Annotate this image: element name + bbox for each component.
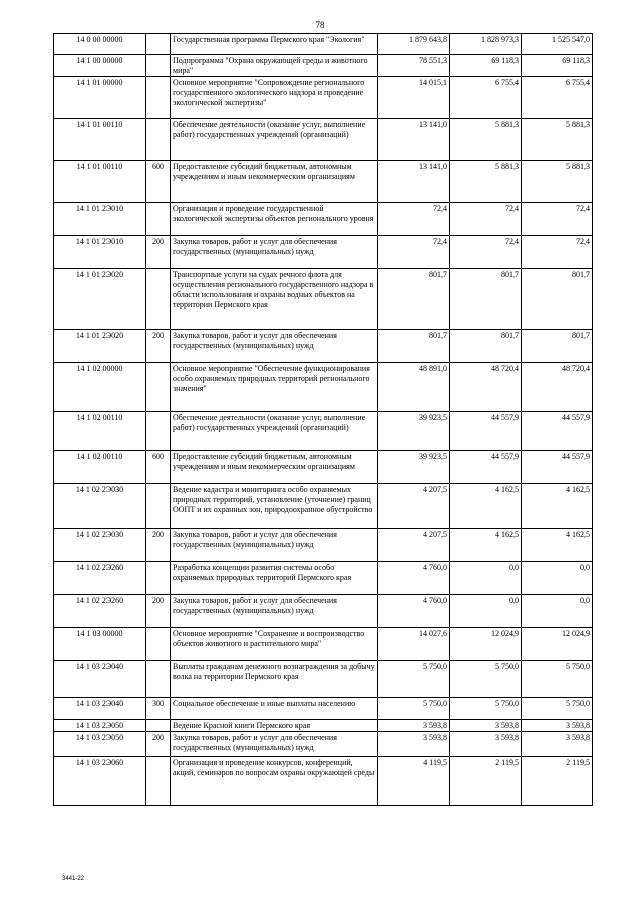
item-name-cell: Основное мероприятие "Сопровождение регионального государственного экологического надзора и проведение экологической экспертизы" (171, 77, 378, 119)
item-name-cell: Социальное обеспечение и иные выплаты населению (171, 698, 378, 720)
expense-type-cell (146, 628, 171, 661)
budget-code-cell: 14 1 02 2Э030 (54, 484, 146, 529)
amount-2022-cell: 78 551,3 (378, 55, 450, 77)
budget-code-cell: 14 1 03 00000 (54, 628, 146, 661)
table-row (54, 119, 593, 161)
amount-2023-cell: 48 720,4 (450, 363, 522, 412)
amount-2022-cell: 1 879 643,8 (378, 34, 450, 55)
document-code: 3441-22 (62, 876, 85, 882)
item-name-cell: Основное мероприятие "Сохранение и воспроизводство объектов животного и растительного мира" (171, 628, 378, 661)
amount-2024-cell: 2 119,5 (522, 757, 593, 806)
budget-code-cell: 14 1 02 2Э260 (54, 595, 146, 628)
amount-2024-cell: 1 525 547,0 (522, 34, 593, 55)
expense-type-cell (146, 484, 171, 529)
amount-2024-cell: 44 557,9 (522, 412, 593, 451)
item-name-cell: Обеспечение деятельности (оказание услуг, выполнение работ) государственных учреждений (организаций) (171, 119, 378, 161)
amount-2023-cell: 4 162,5 (450, 529, 522, 562)
expense-type-cell (146, 412, 171, 451)
item-name-cell: Государственная программа Пермского края "Экология" (171, 34, 378, 55)
amount-2024-cell: 4 162,5 (522, 484, 593, 529)
amount-2024-cell: 801,7 (522, 330, 593, 363)
amount-2022-cell: 4 119,5 (378, 757, 450, 806)
item-name-cell: Закупка товаров, работ и услуг для обеспечения государственных (муниципальных) нужд (171, 595, 378, 628)
table-row (54, 77, 593, 119)
table-row (54, 562, 593, 595)
amount-2024-cell: 0,0 (522, 562, 593, 595)
table-row (54, 363, 593, 412)
amount-2022-cell: 3 593,8 (378, 720, 450, 732)
budget-code-cell: 14 1 01 2Э010 (54, 203, 146, 236)
amount-2022-cell: 801,7 (378, 330, 450, 363)
item-name-cell: Транспортные услуги на судах речного флота для осуществления регионального государственного надзора в области использования и охраны водных объектов на территории Пермского края (171, 269, 378, 330)
amount-2022-cell: 13 141,0 (378, 119, 450, 161)
amount-2022-cell: 72,4 (378, 203, 450, 236)
expense-type-cell (146, 269, 171, 330)
item-name-cell: Разработка концепции развития системы особо охраняемых природных территорий Пермского края (171, 562, 378, 595)
item-name-cell: Обеспечение деятельности (оказание услуг, выполнение работ) государственных учреждений (организаций) (171, 412, 378, 451)
budget-code-cell: 14 1 02 00110 (54, 451, 146, 484)
amount-2022-cell: 3 593,8 (378, 732, 450, 757)
expense-type-cell (146, 363, 171, 412)
budget-table (53, 33, 593, 806)
amount-2023-cell: 801,7 (450, 330, 522, 363)
amount-2023-cell: 3 593,8 (450, 732, 522, 757)
amount-2024-cell: 5 881,3 (522, 119, 593, 161)
amount-2023-cell: 0,0 (450, 595, 522, 628)
item-name-cell: Предоставление субсидий бюджетным, автономным учреждениям и иным некоммерческим организациям (171, 161, 378, 203)
amount-2024-cell: 5 750,0 (522, 661, 593, 698)
item-name-cell: Организация и проведение конкурсов, конференций, акций, семинаров по вопросам охраны окружающей среды (171, 757, 378, 806)
table-row (54, 269, 593, 330)
item-name-cell: Ведение кадастра и мониторинга особо охраняемых природных территорий, установление (уточнение) границ ООПТ и их охранных зон, природоохранное обустройство (171, 484, 378, 529)
table-row (54, 451, 593, 484)
item-name-cell: Выплаты гражданам денежного вознаграждения за добычу волка на территории Пермского края (171, 661, 378, 698)
expense-type-cell (146, 55, 171, 77)
amount-2024-cell: 48 720,4 (522, 363, 593, 412)
amount-2024-cell: 6 755,4 (522, 77, 593, 119)
table-row (54, 595, 593, 628)
amount-2022-cell: 14 015,1 (378, 77, 450, 119)
expense-type-cell: 200 (146, 595, 171, 628)
item-name-cell: Закупка товаров, работ и услуг для обеспечения государственных (муниципальных) нужд (171, 529, 378, 562)
item-name-cell: Предоставление субсидий бюджетным, автономным учреждениям и иным некоммерческим организациям (171, 451, 378, 484)
amount-2024-cell: 72,4 (522, 203, 593, 236)
amount-2023-cell: 3 593,8 (450, 720, 522, 732)
expense-type-cell (146, 119, 171, 161)
expense-type-cell: 200 (146, 236, 171, 269)
table-row (54, 661, 593, 698)
table-row (54, 412, 593, 451)
amount-2023-cell: 72,4 (450, 203, 522, 236)
expense-type-cell: 600 (146, 161, 171, 203)
amount-2023-cell: 12 024,9 (450, 628, 522, 661)
amount-2023-cell: 0,0 (450, 562, 522, 595)
expense-type-cell (146, 77, 171, 119)
expense-type-cell: 200 (146, 732, 171, 757)
amount-2023-cell: 6 755,4 (450, 77, 522, 119)
amount-2023-cell: 5 881,3 (450, 119, 522, 161)
amount-2024-cell: 72,4 (522, 236, 593, 269)
amount-2022-cell: 4 207,5 (378, 484, 450, 529)
amount-2024-cell: 69 118,3 (522, 55, 593, 77)
table-row (54, 720, 593, 732)
expense-type-cell: 200 (146, 330, 171, 363)
amount-2022-cell: 14 027,6 (378, 628, 450, 661)
amount-2022-cell: 5 750,0 (378, 698, 450, 720)
amount-2023-cell: 5 750,0 (450, 661, 522, 698)
expense-type-cell (146, 34, 171, 55)
table-row (54, 161, 593, 203)
budget-code-cell: 14 1 01 00110 (54, 161, 146, 203)
amount-2023-cell: 2 119,5 (450, 757, 522, 806)
amount-2024-cell: 44 557,9 (522, 451, 593, 484)
budget-code-cell: 14 1 01 00000 (54, 77, 146, 119)
budget-code-cell: 14 1 02 2Э260 (54, 562, 146, 595)
budget-code-cell: 14 1 03 2Э040 (54, 698, 146, 720)
amount-2022-cell: 4 760,0 (378, 562, 450, 595)
table-row (54, 484, 593, 529)
item-name-cell: Основное мероприятие "Обеспечение функционирования особо охраняемых природных территорий регионального значения" (171, 363, 378, 412)
table-row (54, 34, 593, 55)
amount-2024-cell: 3 593,8 (522, 732, 593, 757)
amount-2024-cell: 12 024,9 (522, 628, 593, 661)
table-row (54, 330, 593, 363)
amount-2022-cell: 48 891,0 (378, 363, 450, 412)
item-name-cell: Закупка товаров, работ и услуг для обеспечения государственных (муниципальных) нужд (171, 732, 378, 757)
expense-type-cell: 200 (146, 529, 171, 562)
page-number: 78 (315, 20, 325, 30)
amount-2022-cell: 5 750,0 (378, 661, 450, 698)
expense-type-cell: 300 (146, 698, 171, 720)
amount-2023-cell: 44 557,9 (450, 412, 522, 451)
amount-2024-cell: 5 750,0 (522, 698, 593, 720)
item-name-cell: Ведение Красной книги Пермского края (171, 720, 378, 732)
amount-2024-cell: 3 593,8 (522, 720, 593, 732)
amount-2023-cell: 4 162,5 (450, 484, 522, 529)
amount-2022-cell: 13 141,0 (378, 161, 450, 203)
amount-2023-cell: 5 750,0 (450, 698, 522, 720)
amount-2023-cell: 5 881,3 (450, 161, 522, 203)
expense-type-cell (146, 720, 171, 732)
budget-code-cell: 14 1 03 2Э050 (54, 732, 146, 757)
budget-code-cell: 14 1 02 00000 (54, 363, 146, 412)
budget-code-cell: 14 1 03 2Э040 (54, 661, 146, 698)
amount-2022-cell: 4 207,5 (378, 529, 450, 562)
budget-code-cell: 14 1 00 00000 (54, 55, 146, 77)
item-name-cell: Организация и проведение государственной экологической экспертизы объектов регионального уровня (171, 203, 378, 236)
expense-type-cell (146, 203, 171, 236)
amount-2024-cell: 0,0 (522, 595, 593, 628)
table-row (54, 732, 593, 757)
amount-2022-cell: 72,4 (378, 236, 450, 269)
budget-code-cell: 14 1 03 2Э050 (54, 720, 146, 732)
budget-code-cell: 14 1 01 2Э020 (54, 330, 146, 363)
amount-2024-cell: 801,7 (522, 269, 593, 330)
expense-type-cell (146, 661, 171, 698)
item-name-cell: Подпрограмма "Охрана окружающей среды и животного мира" (171, 55, 378, 77)
expense-type-cell: 600 (146, 451, 171, 484)
amount-2024-cell: 5 881,3 (522, 161, 593, 203)
amount-2022-cell: 39 923,5 (378, 412, 450, 451)
amount-2023-cell: 69 118,3 (450, 55, 522, 77)
budget-code-cell: 14 0 00 00000 (54, 34, 146, 55)
table-row (54, 203, 593, 236)
amount-2022-cell: 801,7 (378, 269, 450, 330)
budget-code-cell: 14 1 01 2Э010 (54, 236, 146, 269)
table-row (54, 628, 593, 661)
table-row (54, 529, 593, 562)
amount-2022-cell: 39 923,5 (378, 451, 450, 484)
amount-2023-cell: 801,7 (450, 269, 522, 330)
budget-code-cell: 14 1 01 00110 (54, 119, 146, 161)
budget-code-cell: 14 1 01 2Э020 (54, 269, 146, 330)
amount-2023-cell: 72,4 (450, 236, 522, 269)
table-row (54, 698, 593, 720)
item-name-cell: Закупка товаров, работ и услуг для обеспечения государственных (муниципальных) нужд (171, 236, 378, 269)
budget-code-cell: 14 1 02 2Э030 (54, 529, 146, 562)
expense-type-cell (146, 562, 171, 595)
amount-2023-cell: 1 828 973,3 (450, 34, 522, 55)
budget-code-cell: 14 1 02 00110 (54, 412, 146, 451)
amount-2023-cell: 44 557,9 (450, 451, 522, 484)
table-row (54, 55, 593, 77)
item-name-cell: Закупка товаров, работ и услуг для обеспечения государственных (муниципальных) нужд (171, 330, 378, 363)
budget-code-cell: 14 1 03 2Э060 (54, 757, 146, 806)
amount-2024-cell: 4 162,5 (522, 529, 593, 562)
table-row (54, 757, 593, 806)
table-row (54, 236, 593, 269)
amount-2022-cell: 4 760,0 (378, 595, 450, 628)
expense-type-cell (146, 757, 171, 806)
